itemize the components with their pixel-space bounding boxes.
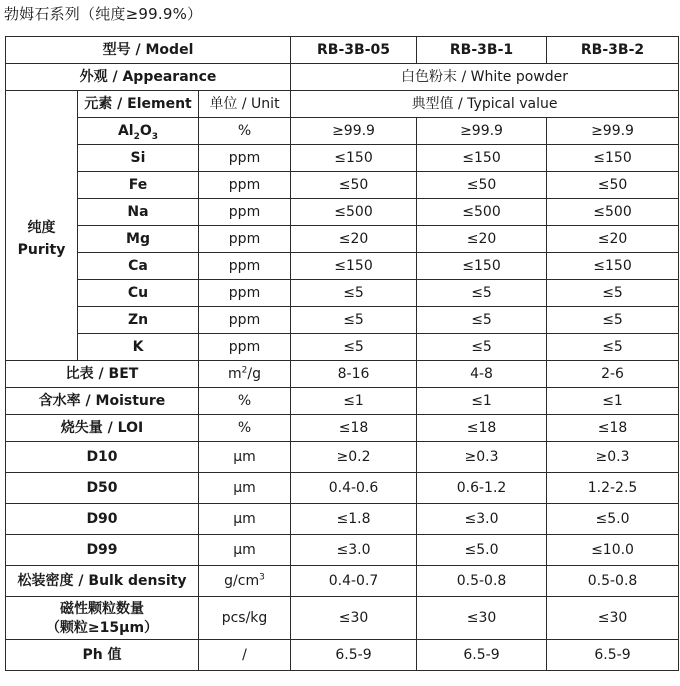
value-cell: ≤5 [291, 307, 417, 334]
value-cell: ≤1 [547, 388, 679, 415]
table-row [6, 473, 679, 504]
element-cell: Zn [78, 307, 199, 334]
table-row [6, 145, 679, 172]
appearance-value: 白色粉末 / White powder [291, 64, 679, 91]
property-name: 松装密度 / Bulk density [6, 566, 199, 597]
value-cell: ≤3.0 [417, 504, 547, 535]
property-name: 烧失量 / LOI [6, 415, 199, 442]
model-header: 型号 / Model [6, 37, 291, 64]
value-cell: 0.6-1.2 [417, 473, 547, 504]
property-name-line: 磁性颗粒数量 [60, 600, 144, 617]
value-cell: ≥0.3 [547, 442, 679, 473]
value-cell: 0.4-0.6 [291, 473, 417, 504]
value-cell: ≤30 [417, 597, 547, 640]
purity-label-en: Purity [17, 241, 66, 258]
unit-cell: % [199, 415, 291, 442]
value-cell: ≤5 [547, 280, 679, 307]
value-cell: ≤500 [291, 199, 417, 226]
table-row [6, 199, 679, 226]
value-cell: ≤150 [417, 253, 547, 280]
unit-cell: / [199, 640, 291, 671]
unit-cell: μm [199, 504, 291, 535]
value-cell: ≤150 [547, 253, 679, 280]
value-cell: ≤3.0 [291, 535, 417, 566]
value-cell: ≤1.8 [291, 504, 417, 535]
value-cell: ≤5 [417, 280, 547, 307]
property-name: D99 [6, 535, 199, 566]
value-cell: 6.5-9 [417, 640, 547, 671]
value-cell: ≤150 [291, 145, 417, 172]
value-cell: ≤50 [417, 172, 547, 199]
value-cell: ≤150 [547, 145, 679, 172]
value-cell: ≥0.2 [291, 442, 417, 473]
value-cell: 0.4-0.7 [291, 566, 417, 597]
value-cell: 6.5-9 [547, 640, 679, 671]
table-row [6, 307, 679, 334]
value-cell: ≤10.0 [547, 535, 679, 566]
unit-cell: ppm [199, 145, 291, 172]
value-cell: ≤1 [417, 388, 547, 415]
property-name [6, 597, 199, 640]
property-name: D10 [6, 442, 199, 473]
value-cell: ≤18 [417, 415, 547, 442]
value-cell: 2-6 [547, 361, 679, 388]
unit-cell: ppm [199, 334, 291, 361]
value-cell: ≤5 [547, 307, 679, 334]
value-cell: ≤20 [417, 226, 547, 253]
table-row [6, 226, 679, 253]
value-cell: ≤1 [291, 388, 417, 415]
table-row [6, 118, 679, 145]
table-row [6, 597, 679, 640]
table-row [6, 91, 679, 118]
appearance-header: 外观 / Appearance [6, 64, 291, 91]
value-cell: ≤30 [291, 597, 417, 640]
value-cell: ≤30 [547, 597, 679, 640]
value-cell: ≤18 [291, 415, 417, 442]
property-name-line: （颗粒≥15μm） [45, 619, 159, 636]
element-cell: Na [78, 199, 199, 226]
table-row [6, 37, 679, 64]
table-row [6, 64, 679, 91]
value-cell: ≤20 [547, 226, 679, 253]
value-cell: ≤5 [417, 307, 547, 334]
model-name: RB-3B-05 [291, 37, 417, 64]
element-header: 元素 / Element [78, 91, 199, 118]
property-name: Ph 值 [6, 640, 199, 671]
unit-cell: ppm [199, 172, 291, 199]
table-row [6, 415, 679, 442]
model-name: RB-3B-1 [417, 37, 547, 64]
empty-cell [6, 91, 78, 118]
value-cell: 4-8 [417, 361, 547, 388]
value-cell: ≤5 [291, 280, 417, 307]
property-name: 比表 / BET [6, 361, 199, 388]
value-cell: 0.5-0.8 [417, 566, 547, 597]
value-cell: ≥99.9 [291, 118, 417, 145]
unit-cell: ppm [199, 280, 291, 307]
unit-cell: pcs/kg [199, 597, 291, 640]
model-name: RB-3B-2 [547, 37, 679, 64]
value-cell: 1.2-2.5 [547, 473, 679, 504]
table-row [6, 253, 679, 280]
value-cell: 0.5-0.8 [547, 566, 679, 597]
value-cell: ≤5 [291, 334, 417, 361]
table-row [6, 280, 679, 307]
value-cell: ≤150 [417, 145, 547, 172]
value-cell: ≤150 [291, 253, 417, 280]
unit-cell: μm [199, 535, 291, 566]
element-cell: Ca [78, 253, 199, 280]
value-cell: ≤5.0 [417, 535, 547, 566]
purity-label-cn: 纯度 [27, 219, 56, 236]
value-cell: ≤18 [547, 415, 679, 442]
value-cell: ≤500 [547, 199, 679, 226]
value-cell: ≤50 [547, 172, 679, 199]
table-row [6, 172, 679, 199]
unit-cell: ppm [199, 199, 291, 226]
element-cell: Mg [78, 226, 199, 253]
table-row [6, 504, 679, 535]
table-row [6, 535, 679, 566]
typical-value-header: 典型值 / Typical value [291, 91, 679, 118]
unit-cell: μm [199, 473, 291, 504]
value-cell: ≤5 [417, 334, 547, 361]
unit-cell: ppm [199, 226, 291, 253]
table-row [6, 566, 679, 597]
value-cell: ≥99.9 [417, 118, 547, 145]
property-name: D90 [6, 504, 199, 535]
value-cell: ≥99.9 [547, 118, 679, 145]
table-row [6, 388, 679, 415]
table-row [6, 640, 679, 671]
unit-cell: $g/cm^3$ [199, 566, 291, 597]
property-name: D50 [6, 473, 199, 504]
unit-cell: μm [199, 442, 291, 473]
unit-cell: ppm [199, 253, 291, 280]
property-name: 含水率 / Moisture [6, 388, 199, 415]
table-row [6, 361, 679, 388]
element-cell: $Al_2O_3$ [78, 118, 199, 145]
value-cell: ≤20 [291, 226, 417, 253]
element-cell: K [78, 334, 199, 361]
purity-label [6, 118, 78, 361]
unit-cell: ppm [199, 307, 291, 334]
table-row [6, 442, 679, 473]
spec-table [5, 36, 679, 671]
value-cell: ≤5.0 [547, 504, 679, 535]
table-row [6, 334, 679, 361]
value-cell: ≥0.3 [417, 442, 547, 473]
element-cell: Fe [78, 172, 199, 199]
unit-cell: % [199, 118, 291, 145]
element-cell: Si [78, 145, 199, 172]
value-cell: ≤500 [417, 199, 547, 226]
page-title: 勃姆石系列（纯度≥99.9%） [4, 5, 203, 23]
value-cell: ≤5 [547, 334, 679, 361]
unit-header: 单位 / Unit [199, 91, 291, 118]
value-cell: 6.5-9 [291, 640, 417, 671]
value-cell: 8-16 [291, 361, 417, 388]
unit-cell: % [199, 388, 291, 415]
element-cell: Cu [78, 280, 199, 307]
unit-cell: $m^2/g$ [199, 361, 291, 388]
value-cell: ≤50 [291, 172, 417, 199]
